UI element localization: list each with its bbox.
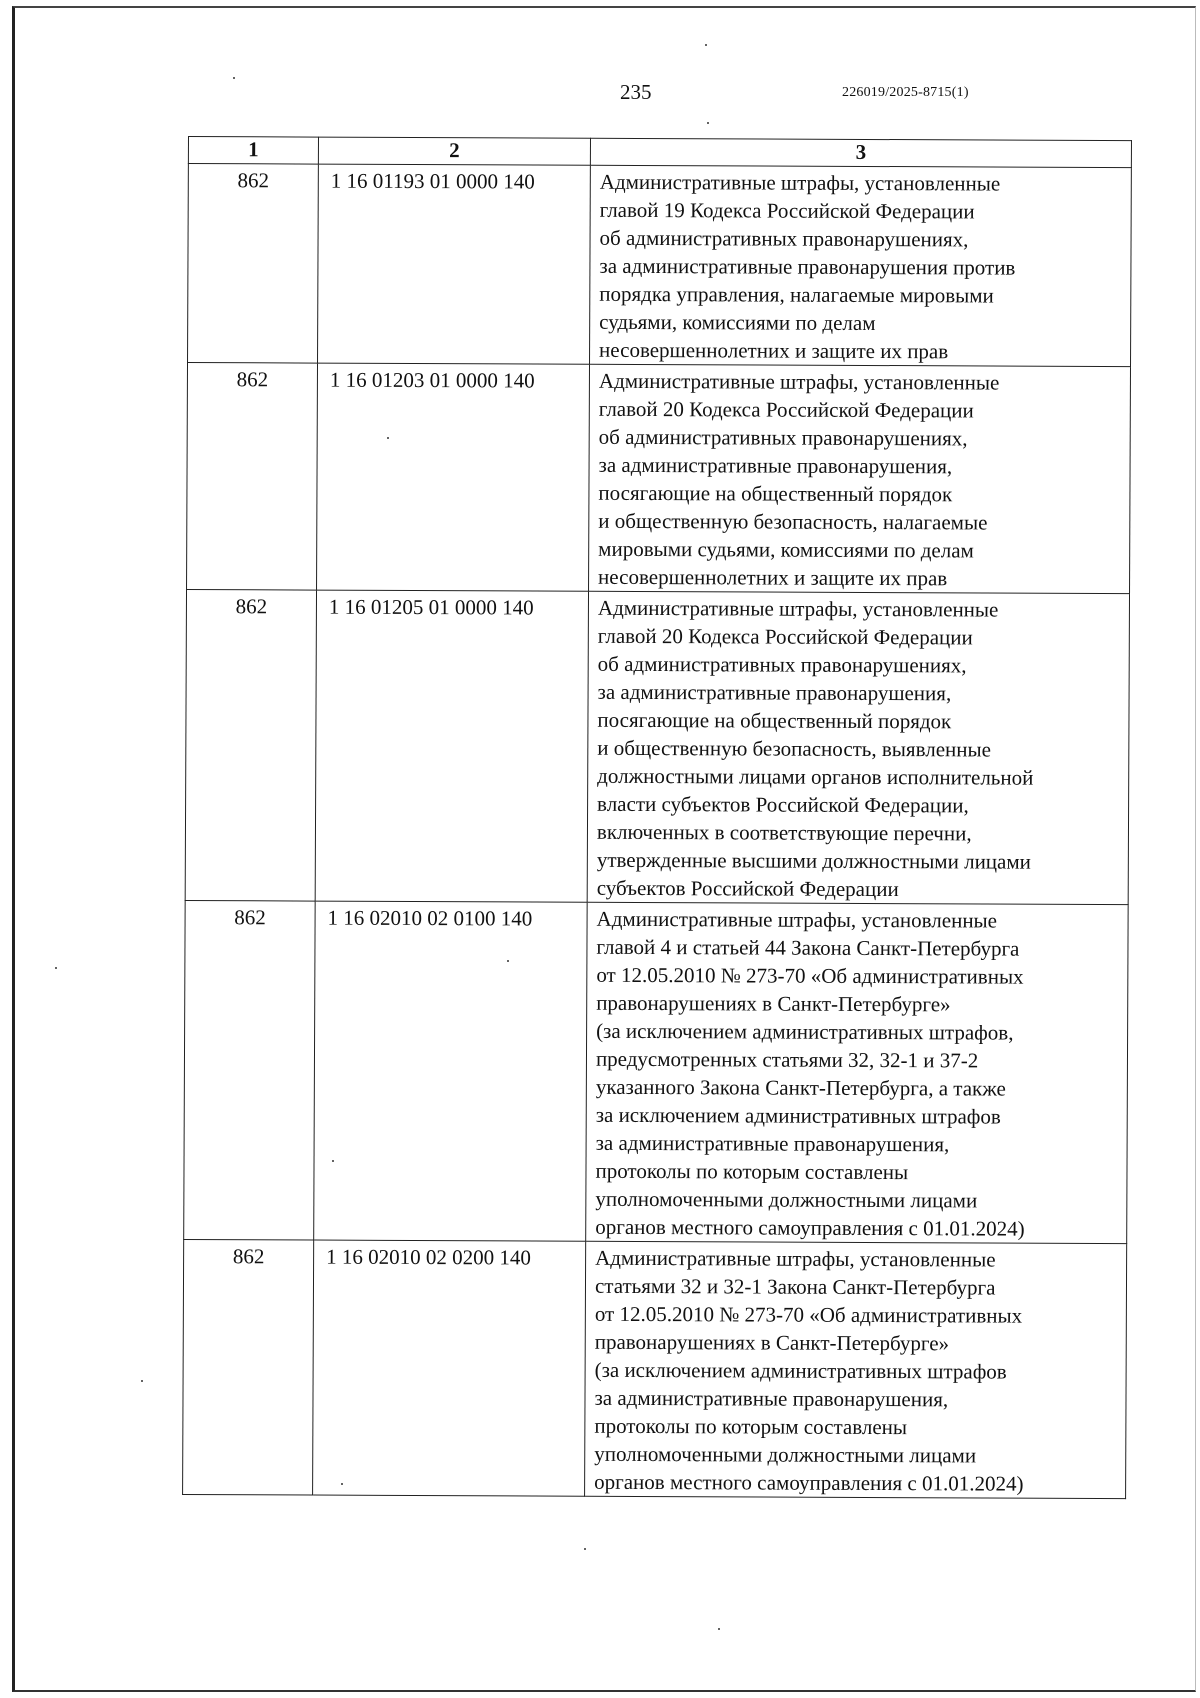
description-line: предусмотренных статьями 32, 32-1 и 37-2 (595, 1046, 979, 1073)
scan-speck (233, 77, 235, 79)
description-line: указанного Закона Санкт-Петербурга, а также (595, 1074, 1006, 1101)
description-line: утвержденные высшими должностными лицами (596, 847, 1031, 874)
page-number: 235 (620, 80, 652, 104)
description-cell (586, 902, 1128, 1243)
description-line: об административных правонарушениях, (599, 225, 969, 252)
description-line: органов местного самоуправления с 01.01.2024) (595, 1214, 1025, 1241)
description-line: от 12.05.2010 № 273-70 «Об административных (596, 962, 1024, 989)
description-line: власти субъектов Российской Федерации, (597, 791, 969, 818)
description-line: судьями, комиссиями по делам (599, 309, 876, 336)
table-row (188, 164, 1132, 367)
description-line: за административные правонарушения, (595, 1130, 950, 1157)
description-line: уполномоченными должностными лицами (594, 1441, 977, 1468)
description-line: правонарушениях в Санкт-Петербурге» (594, 1329, 950, 1356)
description-line: главой 4 и статьей 44 Закона Санкт-Петербурга (596, 934, 1020, 961)
description-line: мировыми судьями, комиссиями по делам (598, 536, 974, 563)
description-line: посягающие на общественный порядок (598, 480, 953, 507)
document-id: 226019/2025-8715(1) (842, 85, 969, 100)
description-line: за административные правонарушения против (599, 253, 1016, 280)
scan-speck (584, 1548, 586, 1550)
description-line: от 12.05.2010 № 273-70 «Об административных (594, 1301, 1023, 1328)
description-line: главой 19 Кодекса Российской Федерации (599, 197, 975, 224)
revenue-code-cell: 1 16 01203 01 0000 140 (317, 363, 590, 591)
description-line: Административные штрафы, установленные (597, 595, 999, 622)
description-line: уполномоченными должностными лицами (595, 1186, 978, 1213)
table-row (187, 363, 1131, 594)
description-cell (590, 165, 1132, 366)
description-line: статьями 32 и 32-1 Закона Санкт-Петербурга (594, 1273, 996, 1300)
revenue-code-cell: 1 16 01205 01 0000 140 (315, 590, 588, 902)
description-line: главой 20 Кодекса Российской Федерации (598, 396, 974, 423)
description-line: протоколы по которым составлены (595, 1158, 909, 1185)
description-line: за административные правонарушения, (597, 679, 952, 706)
scan-speck (718, 1628, 720, 1630)
scan-speck (707, 122, 709, 124)
description-line: Административные штрафы, установленные (596, 906, 998, 933)
description-line: (за исключением административных штрафов, (596, 1018, 1014, 1045)
admin-code-cell: 862 (188, 164, 319, 364)
description-line: органов местного самоуправления с 01.01.2024) (594, 1469, 1024, 1496)
revenue-code-cell: 1 16 02010 02 0100 140 (314, 901, 587, 1241)
table-row (185, 589, 1129, 904)
description-cell (587, 591, 1129, 904)
table-header-row (188, 137, 1131, 168)
description-line: порядка управления, налагаемые мировыми (599, 281, 994, 308)
column-header: 3 (590, 138, 1131, 167)
description-line: правонарушениях в Санкт-Петербурге» (596, 990, 951, 1017)
admin-code-cell: 862 (183, 1239, 314, 1495)
description-line: за исключением административных штрафов (595, 1102, 1001, 1129)
scan-speck (141, 1380, 143, 1382)
revenue-code-cell: 1 16 01193 01 0000 140 (318, 164, 591, 364)
description-line: несовершеннолетних и защите их прав (598, 564, 948, 591)
description-line: об административных правонарушениях, (598, 424, 968, 451)
description-line: включенных в соответствующие перечни, (596, 819, 972, 846)
revenue-code-cell: 1 16 02010 02 0200 140 (313, 1240, 586, 1496)
scan-speck (705, 44, 707, 46)
description-cell (585, 1241, 1127, 1498)
description-line: и общественную безопасность, налагаемые (598, 508, 988, 535)
scan-speck (55, 967, 57, 969)
column-header: 1 (188, 137, 318, 165)
description-line: несовершеннолетних и защите их прав (599, 337, 949, 364)
description-line: и общественную безопасность, выявленные (597, 735, 992, 762)
admin-code-cell: 862 (187, 363, 318, 591)
description-line: должностными лицами органов исполнительной (597, 763, 1034, 790)
description-line: протоколы по которым составлены (594, 1413, 908, 1440)
description-line: главой 20 Кодекса Российской Федерации (597, 623, 973, 650)
admin-code-cell: 862 (185, 589, 316, 901)
description-line: за административные правонарушения, (594, 1385, 949, 1412)
description-line: об административных правонарушениях, (597, 651, 967, 678)
description-line: субъектов Российской Федерации (596, 875, 899, 902)
description-line: Административные штрафы, установленные (595, 1245, 996, 1272)
column-header: 2 (318, 137, 590, 165)
description-cell (589, 364, 1131, 593)
description-line: Административные штрафы, установленные (599, 169, 1001, 196)
description-line: посягающие на общественный порядок (597, 707, 952, 734)
table-row (184, 900, 1128, 1243)
description-line: Административные штрафы, установленные (598, 368, 1000, 395)
admin-code-cell: 862 (184, 900, 315, 1240)
table-row (183, 1239, 1127, 1498)
description-line: за административные правонарушения, (598, 452, 953, 479)
description-line: (за исключением административных штрафов (594, 1357, 1007, 1384)
revenue-codes-table (182, 136, 1132, 1499)
